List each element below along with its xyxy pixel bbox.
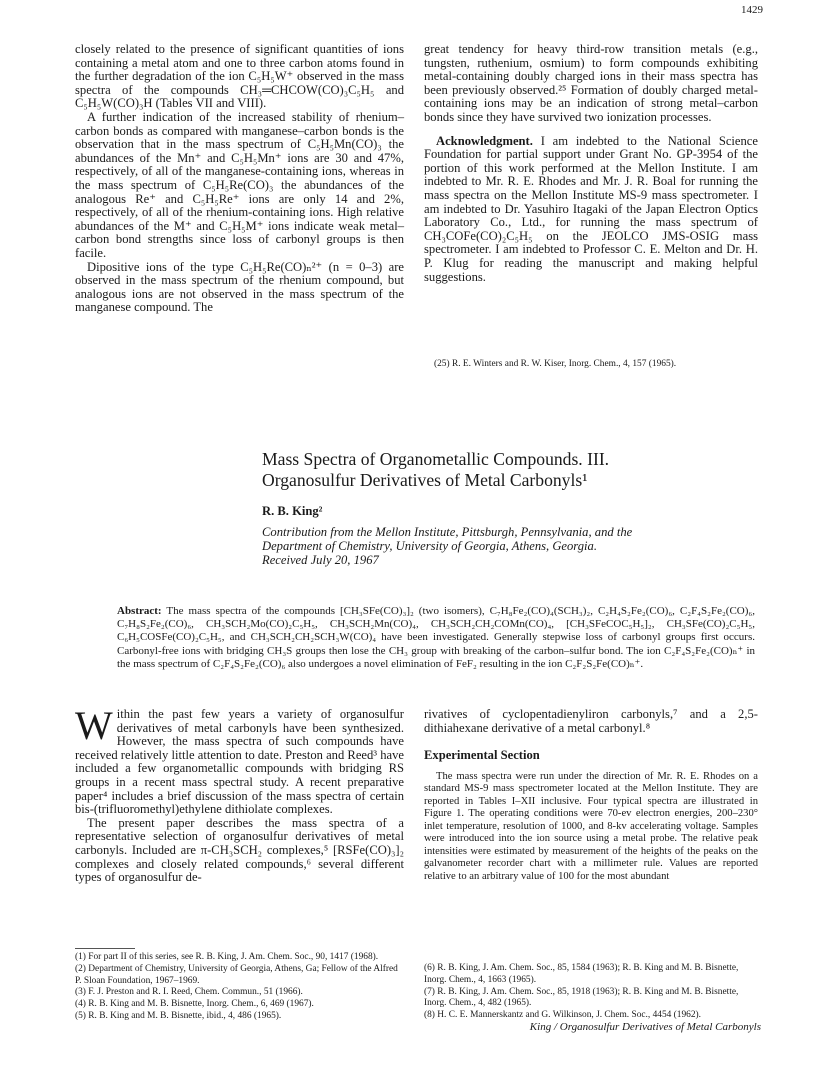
footnotes-right (424, 963, 758, 1022)
footnote-item: (2) Department of Chemistry, University of Georgia, Athens, Ga; Fellow of the Alfred P. Sloan Foundation, 1967–1969. (75, 963, 398, 986)
received-date: Received July 20, 1967 (262, 553, 379, 567)
intro-paragraph (75, 703, 404, 817)
footnote-item: (7) R. B. King, J. Am. Chem. Soc., 85, 1918 (1963); R. B. King and M. B. Bisnette, Inorg. Chem., 4, 482 (1965). (424, 986, 739, 1009)
footnote-item: (6) R. B. King, J. Am. Chem. Soc., 85, 1584 (1963); R. B. King and M. B. Bisnette, Inorg. Chem., 4, 1663 (1965). (424, 963, 739, 985)
footnotes-left (75, 952, 405, 1023)
article-header (262, 449, 752, 567)
top-right-column (424, 43, 758, 284)
experimental-column (424, 708, 758, 883)
abstract (117, 605, 755, 671)
dropcap: W (75, 703, 113, 748)
reference-list (434, 358, 754, 370)
body-paragraph: great tendency for heavy third-row transition metals (e.g., tungsten, ruthenium, osmium) to form compounds exhibiting metal-containing doubly charged ions in their mass spectra has been previously observed.²⁵ Formation of doubly charged metal-containing ions may be an indication of strong metal–carbon bonds since they have survived two ionization processes. (424, 42, 758, 124)
article-title: Mass Spectra of Organometallic Compounds. III. (262, 449, 610, 469)
article-title: Organosulfur Derivatives of Metal Carbonyls¹ (262, 470, 588, 490)
running-footer: King / Organosulfur Derivatives of Metal Carbonyls (529, 1021, 761, 1033)
intro-paragraph: The present paper describes the mass spectra of a representative selection of organosulfur derivatives of metal carbonyls. Included are π-CH₃SCH₂ complexes,⁵ [RSFe(CO)₃]₂ complexes and closely related compounds,⁶ several different types of organosulfur de- (75, 815, 404, 885)
footnote-rule (75, 948, 135, 949)
footnote-item: (3) F. J. Preston and R. I. Reed, Chem. Commun., 51 (1966). (75, 987, 303, 998)
page-number: 1429 (741, 4, 763, 16)
intro-text: ithin the past few years a variety of organosulfur derivatives of metal carbonyls have been synthesized. However, the mass spectra of such compounds have received relatively little attention to date. Preston and Reed³ have included a few organometallic compounds with bridging RS groups in a recent mass spectral study. A recent preparative paper⁴ includes a brief discussion of the mass spectra of certain bis-(trifluoromethyl)ethylene dithiolate complexes. (75, 707, 404, 817)
abstract-label: Abstract: (117, 605, 162, 617)
body-paragraph: A further indication of the increased stability of rhenium–carbon bonds as compared with manganese–carbon bonds is the observation that in the mass spectrum of C₅H₅Mn(CO)₃ the abundances of the Mn⁺ and C₅H₅Mn⁺ ions are 30 and 47%, respectively, of all of the manganese-containing ions, whereas in the mass spectrum of C₅H₅Re(CO)₃ the abundances of the analogous Re⁺ and C₅H₅Re⁺ ions are only 14 and 2%, respectively, of all of the rhenium-containing ions. High relative abundances of the M⁺ and C₅H₅M⁺ ions indicate weak metal–carbon bond strengths since loss of carbonyl groups is then facile. (75, 109, 404, 260)
footnote-item: (4) R. B. King and M. B. Bisnette, Inorg. Chem., 6, 469 (1967). (75, 999, 314, 1010)
footnote-item: (5) R. B. King and M. B. Bisnette, ibid., 4, 486 (1965). (75, 1010, 282, 1021)
reference-item: (25) R. E. Winters and R. W. Kiser, Inorg. Chem., 4, 157 (1965). (434, 359, 677, 369)
top-left-column (75, 43, 404, 315)
experimental-paragraph: The mass spectra were run under the direction of Mr. R. E. Rhodes on a standard MS-9 mass spectrometer located at the Mellon Institute. They are reported in Tables I–XII inclusive. Four typical spectra are illustrated in Figure 1. The operating conditions were 70-ev electron energies, 200–230° inlet temperature, resolution of 1000, and 8-kv accelerating voltage. Samples were introduced into the ion source using a metal probe. The relative peak intensities were estimated by measurement of the heights of the peaks on the galvanometer recorder chart with a millimeter rule. Values are reported relative to an arbitrary value of 100 for the most abundant (424, 770, 758, 882)
footnote-item: (8) H. C. E. Mannerskantz and G. Wilkinson, J. Chem. Soc., 4454 (1962). (424, 1010, 702, 1021)
abstract-text: The mass spectra of the compounds [CH₃SFe(CO)₃]₂ (two isomers), C₇H₈Fe₂(CO)₄(SCH₃)₂, C₂H₄S₂Fe₂(CO)₆, C₂F₄S₂Fe₂(CO)₆, C₇H₈S₂Fe₂(CO)₆, CH₃SCH₂Mo(CO)₂C₅H₅, CH₃SCH₂Mn(CO)₄, CH₃SCH₂CH₂COMn(CO)₄, [CH₃SFeCOC₅H₅]₂, CH₃SFe(CO)₂C₅H₅, C₆H₅COSFe(CO)₂C₅H₅, and CH₃SCH₂CH₂SCH₃W(CO)₄ have been investigated. Generally stepwise loss of carbonyl groups first occurs. Carbonyl-free ions with bridging CH₃S groups then lose the CH₃ group with breaking of the carbon–sulfur bond. The ion C₂F₄S₂Fe₂(CO)ₙ⁺ in the mass spectrum of C₂F₄S₂Fe₂(CO)₆ also undergoes a novel elimination of FeF₂ resulting in the ion C₂F₂S₂Fe(CO)ₙ⁺. (117, 605, 756, 670)
acknowledgment-text: I am indebted to the National Science Foundation for partial support under Grant No. GP-3954 of the portion of this work performed at the Mellon Institute. I am indebted to Mr. R. E. Rhodes and Mr. J. R. Boal for running the mass spectra on the Mellon Institute MS-9 mass spectrometer. I am indebted to Dr. Yasuhiro Itagaki of the Japan Electron Optics Laboratory Co., Ltd., for running the mass spectrum of CH₃COFe(CO)₂C₅H₅ on the JEOLCO JMS-OSIG mass spectrometer. I am indebted to Professor C. E. Melton and Dr. H. P. Klug for reading the manuscript and making helpful suggestions. (424, 133, 758, 284)
affiliation: Department of Chemistry, University of Georgia, Athens, Georgia. (262, 539, 597, 553)
author-name: R. B. King² (262, 504, 323, 518)
body-paragraph: Dipositive ions of the type C₅H₅Re(CO)ₙ²⁺ (n = 0–3) are observed in the mass spectrum of the rhenium compound, but analogous ions are not observed in the mass spectrum of the manganese compound. The (75, 259, 404, 315)
body-paragraph: closely related to the presence of significant quantities of ions containing a metal atom and one to three carbon atoms found in the further degradation of the ion C₅H₅W⁺ observed in the mass spectra of the compounds CH₃═CHCOW(CO)₃C₅H₅ and C₅H₅W(CO)₃H (Tables VII and VIII). (75, 42, 404, 111)
body-paragraph: rivatives of cyclopentadienyliron carbonyls,⁷ and a 2,5-dithiahexane derivative of a metal carbonyl.⁸ (424, 707, 758, 735)
acknowledgment-heading: Acknowledgment. (436, 133, 533, 148)
footnote-item: (1) For part II of this series, see R. B. King, J. Am. Chem. Soc., 90, 1417 (1968). (75, 952, 379, 962)
affiliation: Contribution from the Mellon Institute, Pittsburgh, Pennsylvania, and the (262, 525, 633, 539)
acknowledgment-paragraph (424, 135, 758, 285)
section-heading: Experimental Section (424, 748, 540, 763)
introduction-column (75, 703, 404, 885)
